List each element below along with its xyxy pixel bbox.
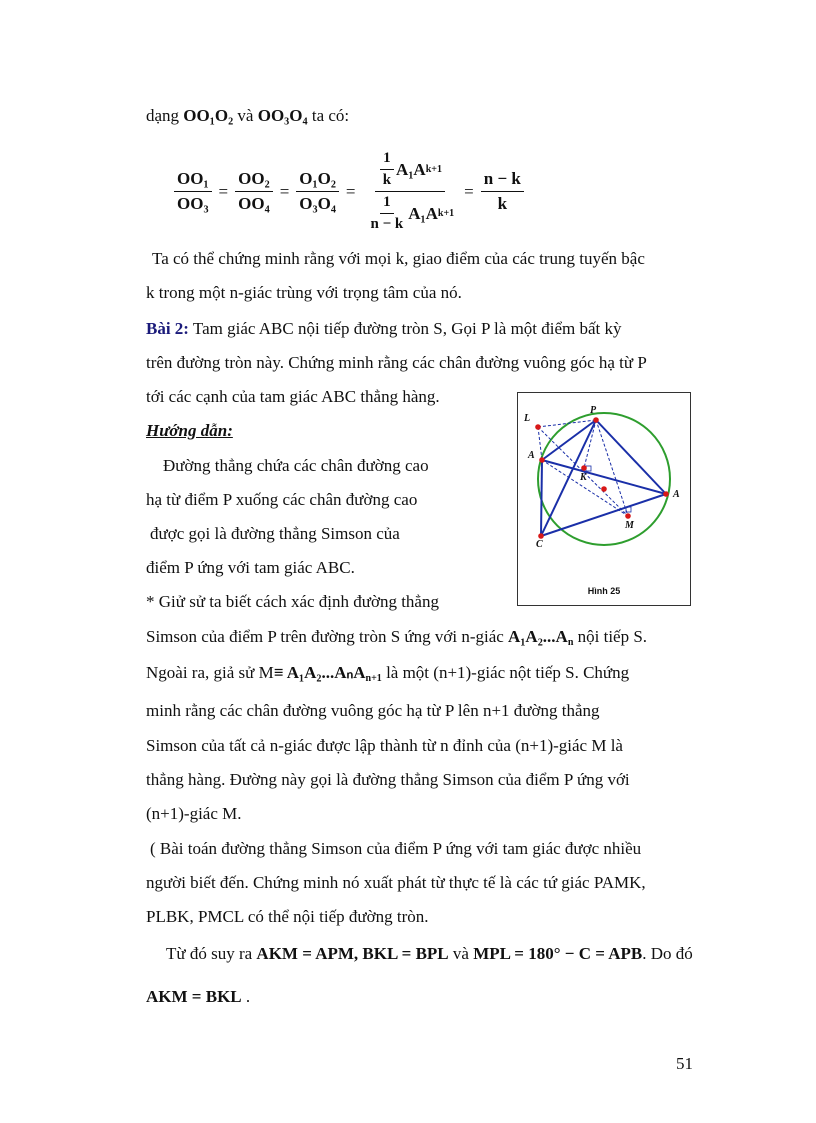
guide-line-4: điểm P ứng với tam giác ABC. (146, 558, 355, 577)
guide-line-2: hạ từ điểm P xuống các chân đường cao (146, 490, 418, 509)
fraction-3: $\frac{\text{O₁O₂}}{\text{O₃O₄}}$ (296, 169, 339, 214)
fraction-4: $\frac{1}{k}$ A₁A k+1 $\frac{1}{n - k}$ A₁A k+1 (370, 150, 455, 232)
fraction-5: $\frac{n - k}{k}$ (481, 169, 524, 214)
problem-2-line-2: trên đường tròn này. Chứng minh rằng các chân đường vuông góc hạ từ P (146, 353, 647, 372)
guide-line-3: được gọi là đường thẳng Simson của (150, 524, 400, 543)
triangle-lines (541, 420, 666, 536)
geometry-diagram (518, 393, 690, 605)
label-m: M (625, 520, 634, 531)
simson-line-4: Simson của tất cả n-giác được lập thành từ n đỉnh của (n+1)-giác M là (146, 736, 623, 755)
context-line-2: người biết đến. Chứng minh nó xuất phát từ thực tế là các tứ giác PAMK, (146, 873, 646, 892)
guide-line-5: * Giử sử ta biết cách xác định đường thẳng (146, 592, 439, 611)
figure-caption: Hình 25 (587, 586, 621, 596)
simson-line-3: minh rằng các chân đường vuông góc hạ từ P lên n+1 đường thẳng (146, 701, 600, 720)
paragraph-1-line-2: k trong một n-giác trùng với trọng tâm của nó. (146, 283, 462, 302)
figure-simson (517, 392, 691, 606)
label-a: A (528, 450, 535, 461)
conclusion-line-1: Từ đó suy ra AKM = APM, BKL = BPL và MPL = 180° − C = APB. Do đó (166, 944, 693, 963)
label-b: A (673, 489, 680, 500)
fraction-2: $\frac{\text{OO₂}}{\text{OO₄}}$ (235, 169, 273, 214)
label-c: C (536, 539, 543, 550)
paragraph-1-line-1: Ta có thể chứng minh rằng với mọi k, giao điểm của các trung tuyến bậc (152, 249, 645, 268)
intro-line: dạng OO₁O₂ và OO₃O₄ ta có: (146, 106, 350, 125)
context-line-3: PLBK, PMCL có thể nội tiếp đường tròn. (146, 907, 429, 926)
ratio-equation: $\frac{\text{OO₁}}{\text{OO₃}}$ = $\frac{\text{OO₂}}{\text{OO₄}}$ = $\frac{\text{O₁O₂}}{\text{O₃O₄}}$ = $\frac{1}{k}$ A₁A k+1 $\frac{1}{n - k}$ A₁A k+1 = $\frac{n - k}{k}$ (172, 150, 526, 233)
context-line-1: ( Bài toán đường thẳng Simson của điểm P ứng với tam giác được nhiều (150, 839, 642, 858)
label-p: P (590, 405, 597, 416)
simson-line-6: (n+1)-giác M. (146, 804, 242, 823)
fraction-1: $\frac{\text{OO₁}}{\text{OO₃}}$ (174, 169, 212, 214)
problem-2-line-1: Bài 2: Tam giác ABC nội tiếp đường tròn S, Gọi P là một điểm bất kỳ (146, 319, 622, 338)
guide-heading: Hướng dẫn: (146, 421, 233, 440)
problem-2-line-3: tới các cạnh của tam giác ABC thẳng hàng. (146, 387, 440, 406)
label-k: K (580, 472, 587, 483)
page-number: 51 (676, 1054, 693, 1073)
conclusion-line-2: AKM = BKL . (146, 987, 251, 1006)
simson-line-1: Simson của điểm P trên đường tròn S ứng với n-giác $A_1A_2...A_n$ nội tiếp S. (146, 627, 648, 648)
circumcircle (538, 413, 670, 545)
simson-line-5: thẳng hàng. Đường này gọi là đường thẳng Simson của điểm P ứng với (146, 770, 630, 789)
label-l: L (524, 413, 531, 424)
simson-line-2: Ngoài ra, giả sử M≡ A₁A₂...AₙA$_{n+1}$ là một (n+1)-giác nột tiếp S. Chứng (146, 663, 630, 684)
guide-line-1: Đường thẳng chứa các chân đường cao (163, 456, 429, 475)
